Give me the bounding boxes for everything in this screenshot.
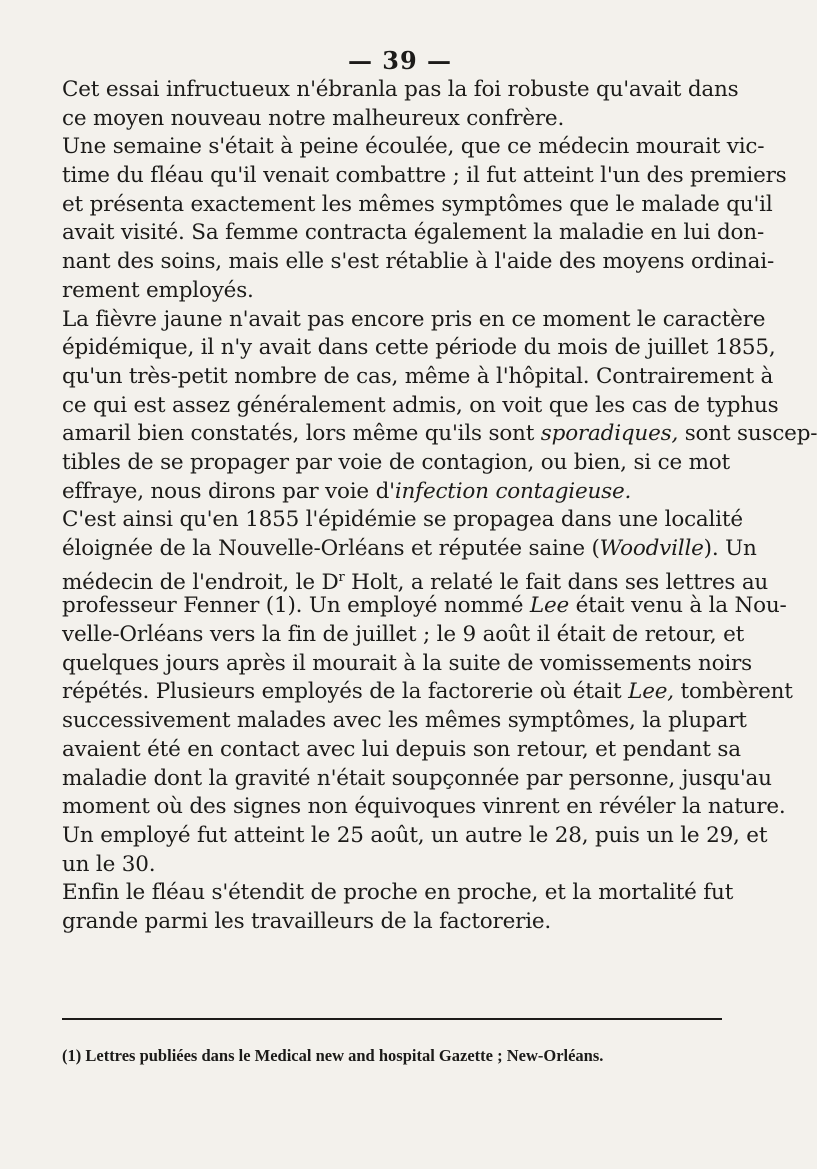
superscript: r (338, 569, 345, 585)
text-segment: professeur Fenner (1). Un employé nommé (62, 593, 524, 619)
text-line: velle-Orléans vers la fin de juillet ; le 9 août il était de retour, et (62, 622, 745, 648)
footnote-divider (62, 1018, 722, 1020)
text-line: rement employés. (62, 277, 254, 303)
text-line: nant des soins, mais elle s'est rétablie à l'aide des moyens ordinai- (62, 249, 775, 275)
italic-term: sporadiques, (540, 421, 679, 447)
text-line: moment où des signes non équivoques vinrent en révéler la nature. (62, 794, 786, 820)
text-line: ce moyen nouveau notre malheureux confrère. (62, 105, 565, 131)
text-line (62, 564, 769, 595)
text-line (62, 478, 722, 507)
text-line: Un employé fut atteint le 25 août, un autre le 28, puis un le 29, et (62, 822, 768, 848)
text-line (62, 535, 757, 564)
text-line (62, 420, 817, 449)
italic-term: Lee, (628, 679, 674, 705)
footnote: (1) Lettres publiées dans le Medical new and hospital Gazette ; New-Orléans. (62, 1046, 604, 1065)
text-line: grande parmi les travailleurs de la factorerie. (62, 908, 552, 934)
text-line: ce qui est assez généralement admis, on voit que les cas de typhus (62, 392, 779, 418)
text-segment: sont suscep- (684, 421, 817, 447)
text-segment: tombèrent (680, 679, 793, 705)
text-line: La fièvre jaune n'avait pas encore pris en ce moment le caractère (62, 306, 766, 332)
italic-term: Woodville (599, 536, 704, 561)
text-line: C'est ainsi qu'en 1855 l'épidémie se propagea dans une localité (62, 507, 743, 533)
body-text (62, 76, 817, 937)
text-segment: ). Un (703, 536, 757, 561)
text-line: Cet essai infructueux n'ébranla pas la foi robuste qu'avait dans (62, 77, 739, 102)
text-segment: répétés. Plusieurs employés de la factorerie où était (62, 679, 622, 705)
text-line (62, 678, 793, 707)
text-segment: éloignée de la Nouvelle-Orléans et réputée saine ( (62, 536, 600, 561)
text-line: avait visité. Sa femme contracta également la maladie en lui don- (62, 220, 765, 246)
text-segment: effraye, nous dirons par voie d' (62, 478, 395, 504)
text-line: qu'un très-petit nombre de cas, même à l'hôpital. Contrairement à (62, 363, 774, 389)
text-line: Enfin le fléau s'étendit de proche en proche, et la mortalité fut (62, 880, 734, 906)
text-segment: était venu à la Nou- (575, 593, 787, 619)
text-line (62, 592, 787, 621)
text-segment: amaril bien constatés, lors même qu'ils sont (62, 421, 535, 447)
italic-term: infection contagieuse. (394, 478, 632, 504)
text-line: avaient été en contact avec lui depuis son retour, et pendant sa (62, 736, 741, 762)
text-line: time du fléau qu'il venait combattre ; il fut atteint l'un des premiers (62, 163, 787, 189)
page-number: — 39 — (347, 46, 453, 75)
text-line: maladie dont la gravité n'était soupçonnée par personne, jusqu'au (62, 765, 772, 791)
text-line: successivement malades avec les mêmes symptômes, la plupart (62, 708, 747, 734)
text-segment: Holt, a relaté le fait dans ses lettres au (344, 569, 769, 595)
text-line: quelques jours après il mourait à la suite de vomissements noirs (62, 650, 752, 676)
text-line: un le 30. (62, 851, 156, 877)
text-segment: médecin de l'endroit, le D (62, 569, 339, 595)
text-line: Une semaine s'était à peine écoulée, que ce médecin mourait vic- (62, 134, 765, 160)
italic-term: Lee (529, 593, 569, 619)
text-line: tibles de se propager par voie de contagion, ou bien, si ce mot (62, 449, 730, 475)
text-line: épidémique, il n'y avait dans cette période du mois de juillet 1855, (62, 335, 776, 361)
text-line: et présenta exactement les mêmes symptômes que le malade qu'il (62, 191, 773, 217)
